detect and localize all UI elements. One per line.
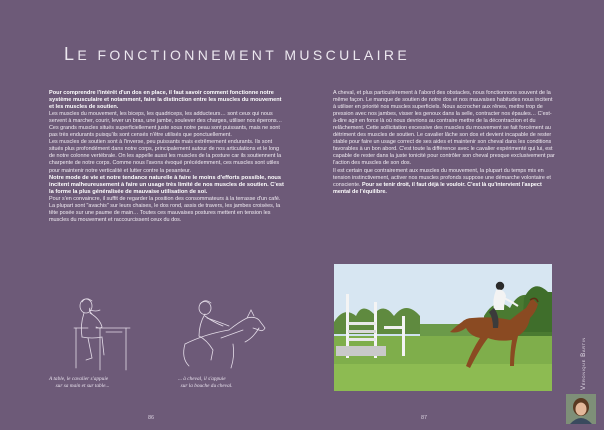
author-name: Véronique Bartin — [580, 337, 587, 390]
paragraph-conscious-text: Il est certain que contrairement aux muscles du mouvement, la plupart du temps mis en tension instinctivement, activer nos muscles profonds suppose une démarche volontaire et consciente. — [333, 167, 551, 188]
sketch-seated-person — [66, 292, 136, 378]
title-initial: L — [64, 44, 78, 64]
page-number-left: 86 — [148, 415, 155, 421]
caption-seated: A table, le cavalier s'appuie sur sa main et sur table... — [49, 376, 110, 389]
paragraph-conscious — [333, 168, 555, 196]
paragraph-riding: A cheval, et plus particulièrement à l'abord des obstacles, nous fonctionnons souvent de la même façon. Le manque de soutien de notre dos et nos mauvaises habitudes nous incitent à utiliser en priorité nos muscles superficiels. Nous accrocher aux rênes, mettre trop de pression avec nos jambes, visser les genoux dans la selle, contracter nos épaules… C'est-à-dire agir en force là où nous devrions au contraire mettre de la décontraction et du relâchement. Cette sollicitation excessive des muscles du mouvement se fait forcément au détriment des muscles de soutien. Le cavalier lâche son dos et devient incapable de rester stable pour faire un usage correct de ses aides et maintenir son cheval dans les conditions favorables à un bon abord. C'est toute la différence avec le cavalier expérimenté qui lui, est capable de rester dans la juste tonicité pour contrôler son cheval presque exclusivement par l'action des muscles de son dos. — [333, 90, 555, 167]
paragraph-movement-muscles: Les muscles du mouvement, les biceps, les quadriceps, les adducteurs… sont ceux qui nous servent à marcher, courir, lever un bras, une jambe, soulever des charges, utiliser nos éperons… Ces grands muscles situés superficiellement juste sous notre peau sont puissants, mais ne sont pas très endurants puisqu'ils sont censés n'être utilisés que ponctuellement. — [49, 111, 283, 139]
paragraph-support-muscles: Les muscles de soutien sont à l'inverse, peu puissants mais extrêmement endurants. Ils sont situés plus profondément dans notre corps, principalement autour de nos articulations et le long de notre colonne vertébrale. On les appelle aussi les muscles de la posture car ils soutiennent la charpente de notre corps. Comme nous l'avons évoqué précédemment, ces muscles sont utiles pour maintenir notre verticalité et lutter contre la pesanteur. — [49, 139, 282, 174]
paragraph-cafe: Pour s'en convaincre, il suffit de regarder la position des consommateurs à la terrasse d'un café. La plupart sont "avachis" sur leurs chaises, le dos rond, assis de travers, les jambes croisées, la tête posée sur une paume de main… Toutes ces mauvaises postures mettent en tension les muscles du mouvement et raccourcissent ceux du dos. — [49, 195, 281, 223]
bold-paragraph: Notre mode de vie et notre tendance naturelle à faire le moins d'efforts possible, nous incitent malheureusement à faire un usage très limité de nos muscles de soutien. C'est la forme la plus généralisée de mauvaise utilisation de soi. — [49, 174, 284, 195]
right-column — [333, 90, 555, 196]
title-initial-2: M — [284, 47, 300, 63]
paragraph-conscious-bold: Pour se tenir droit, il faut déjà le vouloir. C'est là qu'intervient l'aspect mental de l'équilibre. — [333, 181, 542, 195]
title-part-1: E FONCTIONNEMENT — [77, 47, 285, 63]
sketch-rider-horse — [175, 296, 275, 382]
show-jumping-photo — [334, 264, 552, 391]
lead-paragraph: Pour comprendre l'intérêt d'un dos en place, il faut savoir comment fonctionne notre système musculaire et notamment, faire la distinction entre les muscles du mouvement et les muscles de soutien. — [49, 90, 282, 111]
page-number-right: 87 — [421, 415, 428, 421]
page-title — [64, 44, 410, 65]
left-column — [49, 90, 285, 224]
title-part-2: USCULAIRE — [299, 47, 411, 63]
caption-riding: ... à cheval, il s'appuie sur la bouche du cheval. — [178, 376, 233, 389]
author-portrait — [566, 394, 596, 424]
